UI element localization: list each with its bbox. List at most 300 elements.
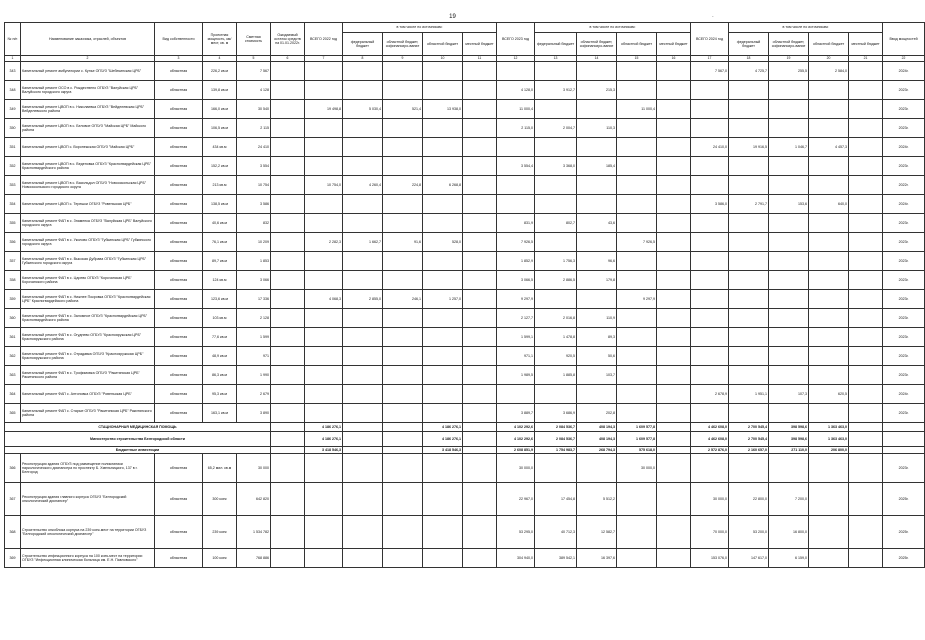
table-cell: 362 — [5, 347, 21, 366]
col-header: Ожидаемый остаток средств на 01.01.2022г. — [271, 23, 305, 56]
table-cell — [271, 516, 305, 549]
summary-cell: 206 800,0 — [809, 447, 849, 454]
summary-cell: 3 418 546,3 — [305, 447, 343, 454]
table-cell — [729, 119, 769, 138]
table-cell — [383, 62, 423, 81]
table-row — [5, 214, 925, 233]
table-cell: 22 800,0 — [729, 483, 769, 516]
table-cell — [657, 138, 691, 157]
table-cell — [343, 347, 383, 366]
table-cell: областная — [155, 271, 203, 290]
table-cell — [769, 252, 809, 271]
column-number: 6 — [271, 56, 305, 62]
table-cell — [809, 252, 849, 271]
table-cell: 40,6 кв.м — [203, 214, 237, 233]
table-cell — [423, 516, 463, 549]
table-cell — [423, 252, 463, 271]
table-cell — [271, 233, 305, 252]
summary-cell: 271 110,0 — [769, 447, 809, 454]
table-cell — [535, 176, 577, 195]
table-cell: областная — [155, 385, 203, 404]
table-cell: 16 397,6 — [577, 549, 617, 568]
table-cell — [657, 119, 691, 138]
table-cell — [729, 157, 769, 176]
table-cell: 2 128 — [237, 309, 271, 328]
table-cell: 831,9 — [497, 214, 535, 233]
table-cell — [343, 252, 383, 271]
table-cell — [617, 347, 657, 366]
table-cell: 10 209 — [237, 233, 271, 252]
table-cell: 4 128,0 — [497, 81, 535, 100]
table-cell — [617, 214, 657, 233]
table-cell — [809, 549, 849, 568]
table-cell — [617, 271, 657, 290]
table-cell: 77,6 кв.м — [203, 328, 237, 347]
table-cell — [849, 233, 883, 252]
table-cell: 224,8 — [383, 176, 423, 195]
table-cell: 357 — [5, 252, 21, 271]
table-cell — [657, 347, 691, 366]
table-cell — [769, 100, 809, 119]
table-cell: 91,6 — [383, 233, 423, 252]
table-row — [5, 119, 925, 138]
summary-row — [5, 423, 925, 432]
table-cell: 10 754 — [237, 176, 271, 195]
table-cell — [729, 252, 769, 271]
table-cell — [657, 366, 691, 385]
table-cell — [423, 119, 463, 138]
table-cell: 356 — [5, 233, 21, 252]
table-cell: областная — [155, 347, 203, 366]
column-number: 12 — [497, 56, 535, 62]
table-cell: 10 754,0 — [305, 176, 343, 195]
col-header: федеральный бюджет — [729, 33, 769, 56]
table-row — [5, 271, 925, 290]
table-cell — [849, 214, 883, 233]
table-cell: 3 686,9 — [535, 404, 577, 423]
table-cell — [729, 176, 769, 195]
table-cell — [729, 404, 769, 423]
table-cell: 153,6 — [769, 195, 809, 214]
table-cell — [729, 100, 769, 119]
table-cell — [657, 516, 691, 549]
table-cell — [617, 366, 657, 385]
table-cell — [849, 62, 883, 81]
table-cell: 76,1 кв.м — [203, 233, 237, 252]
table-cell: 9 297,9 — [497, 290, 535, 309]
summary-cell: 2 608 851,9 — [497, 447, 535, 454]
table-cell: 2023г. — [883, 157, 925, 176]
table-cell — [657, 62, 691, 81]
table-cell: 6 159,0 — [769, 549, 809, 568]
table-cell: 366 — [5, 454, 21, 483]
table-cell — [657, 549, 691, 568]
table-row — [5, 195, 925, 214]
table-cell: 351 — [5, 138, 21, 157]
table-cell: 369 — [5, 549, 21, 568]
table-cell — [729, 309, 769, 328]
summary-cell: 4 462 608,0 — [691, 432, 729, 447]
object-name-cell: Капитальный ремонт амбулатории с. Кунье ОГБУЗ "Шебекинская ЦРБ" — [21, 62, 155, 81]
header-row-top — [5, 23, 925, 33]
table-cell: 971,1 — [497, 347, 535, 366]
table-cell: 1 478,8 — [535, 328, 577, 347]
table-cell — [305, 62, 343, 81]
table-cell — [577, 233, 617, 252]
summary-cell: 398 598,6 — [769, 423, 809, 432]
table-row — [5, 81, 925, 100]
object-name-cell: Капитальный ремонт ФАП с. Антоновка ОГБУЗ "Ровеньская ЦРБ" — [21, 385, 155, 404]
table-cell — [343, 454, 383, 483]
table-cell — [729, 271, 769, 290]
table-cell: 103,7 — [577, 366, 617, 385]
table-cell — [423, 347, 463, 366]
table-cell: областная — [155, 233, 203, 252]
table-cell — [343, 271, 383, 290]
table-cell: 642 820 — [237, 483, 271, 516]
column-number: 21 — [849, 56, 883, 62]
table-cell — [271, 100, 305, 119]
table-cell — [343, 62, 383, 81]
summary-cell — [463, 432, 497, 447]
object-name-cell: Реконструкция здания ОГБУЗ под размещение поликлиники наркологического диспансера по проспекту Б. Хмельницкого, 137 в г. Белгород — [21, 454, 155, 483]
table-cell — [271, 404, 305, 423]
column-number: 8 — [343, 56, 383, 62]
table-cell: 353 — [5, 176, 21, 195]
table-cell: 3 066 — [237, 271, 271, 290]
table-cell — [305, 195, 343, 214]
table-cell — [657, 252, 691, 271]
table-cell: 1 990 — [237, 366, 271, 385]
summary-cell: 2 084 536,7 — [535, 423, 577, 432]
table-row — [5, 176, 925, 195]
summary-cell — [271, 423, 305, 432]
table-cell — [535, 385, 577, 404]
table-cell: 2024г. — [883, 138, 925, 157]
column-number: 16 — [657, 56, 691, 62]
summary-row — [5, 432, 925, 447]
table-cell: 7 200,0 — [769, 483, 809, 516]
object-name-cell: Капитальный ремонт ЦВОП в с. Веденовка ОГБУЗ "Красногвардейская ЦРБ" Красногвардейского района — [21, 157, 155, 176]
table-cell — [271, 347, 305, 366]
table-cell — [849, 290, 883, 309]
table-cell — [577, 195, 617, 214]
table-cell: 86,3 кв.м — [203, 366, 237, 385]
table-cell: 89,7 кв.м — [203, 252, 237, 271]
summary-cell: 4 186 276,1 — [423, 423, 463, 432]
table-cell — [657, 214, 691, 233]
table-cell: областная — [155, 328, 203, 347]
summary-cell — [883, 447, 925, 454]
table-cell: 5 512,2 — [577, 483, 617, 516]
table-cell — [577, 100, 617, 119]
table-row — [5, 328, 925, 347]
table-cell: 802,7 — [535, 214, 577, 233]
table-cell — [809, 157, 849, 176]
table-cell — [809, 176, 849, 195]
table-cell: 215,3 — [577, 81, 617, 100]
column-number: 13 — [535, 56, 577, 62]
table-cell: 255,5 — [769, 62, 809, 81]
table-cell — [535, 454, 577, 483]
table-cell: 2 016,8 — [535, 309, 577, 328]
table-cell — [809, 233, 849, 252]
table-cell — [463, 214, 497, 233]
table-cell: 920,5 — [535, 347, 577, 366]
table-cell — [769, 214, 809, 233]
table-cell: 30 000,0 — [497, 454, 535, 483]
summary-cell: 1 754 983,7 — [535, 447, 577, 454]
table-cell: 7 567,0 — [691, 62, 729, 81]
object-name-cell: Капитальный ремонт ФАП в с. Заломное ОГБУЗ "Красногвардейская ЦРБ" Красногвардейского района — [21, 309, 155, 328]
table-cell — [577, 62, 617, 81]
column-number: 7 — [305, 56, 343, 62]
table-cell: 7 926,5 — [497, 233, 535, 252]
table-cell — [423, 157, 463, 176]
table-cell — [271, 214, 305, 233]
table-cell — [535, 100, 577, 119]
table-cell: 246,1 — [383, 290, 423, 309]
table-cell — [423, 404, 463, 423]
table-cell — [657, 195, 691, 214]
table-cell — [271, 483, 305, 516]
table-cell: 123,6 кв.м — [203, 290, 237, 309]
table-cell: 53 295,0 — [497, 516, 535, 549]
table-cell: 48,9 кв.м — [203, 347, 237, 366]
col-header: областной бюджет, софинансиро-вание — [577, 33, 617, 56]
table-cell — [383, 81, 423, 100]
sources-header-2024: в том числе по источникам: — [729, 23, 883, 33]
table-cell: 153 076,0 — [691, 549, 729, 568]
table-cell: 19 916,5 — [729, 138, 769, 157]
summary-cell — [463, 423, 497, 432]
table-cell — [617, 81, 657, 100]
table-cell — [343, 157, 383, 176]
table-cell — [343, 81, 383, 100]
summary-cell — [343, 423, 383, 432]
table-cell — [809, 290, 849, 309]
table-cell: областная — [155, 309, 203, 328]
table-cell — [809, 483, 849, 516]
table-cell: областная — [155, 81, 203, 100]
object-name-cell: Капитальный ремонт ФАП в с. Царево ОГБУЗ "Корочанская ЦРБ" Корочанского района — [21, 271, 155, 290]
col-header: Вид собственности — [155, 23, 203, 56]
summary-cell — [383, 447, 423, 454]
table-body — [5, 62, 925, 568]
table-cell — [383, 157, 423, 176]
table-cell — [769, 454, 809, 483]
table-cell — [769, 347, 809, 366]
table-cell — [383, 195, 423, 214]
col-header: Сметная стоимость — [237, 23, 271, 56]
summary-cell: 1 363 463,0 — [809, 423, 849, 432]
table-cell: 100 коек — [203, 549, 237, 568]
table-cell: 1 951,1 — [729, 385, 769, 404]
table-cell: 213 кв.м — [203, 176, 237, 195]
table-cell: 2 886,5 — [535, 271, 577, 290]
table-cell: 1 853 — [237, 252, 271, 271]
table-cell: 2023г. — [883, 290, 925, 309]
summary-cell: 268 794,3 — [577, 447, 617, 454]
table-cell — [463, 157, 497, 176]
table-cell: 2024г. — [883, 195, 925, 214]
table-cell — [463, 549, 497, 568]
table-cell — [423, 81, 463, 100]
table-cell — [617, 252, 657, 271]
table-cell — [305, 404, 343, 423]
col-header: областной бюджет — [617, 33, 657, 56]
table-cell — [691, 271, 729, 290]
table-cell — [343, 483, 383, 516]
table-cell — [423, 195, 463, 214]
table-cell: 16 800,0 — [769, 516, 809, 549]
table-cell: областная — [155, 119, 203, 138]
object-name-cell: Капитальный ремонт ФАП в с. Нижнее Покровка ОГБУЗ "Красногвардейская ЦРБ" Красногвардейского района — [21, 290, 155, 309]
column-number: 19 — [769, 56, 809, 62]
table-row — [5, 385, 925, 404]
summary-cell — [463, 447, 497, 454]
table-cell: 3 368,0 — [535, 157, 577, 176]
table-cell — [809, 404, 849, 423]
table-cell — [729, 328, 769, 347]
table-cell — [849, 328, 883, 347]
table-cell — [849, 454, 883, 483]
table-cell: 3 586,0 — [691, 195, 729, 214]
table-cell — [463, 516, 497, 549]
table-cell — [305, 138, 343, 157]
summary-cell — [383, 432, 423, 447]
table-cell — [271, 309, 305, 328]
column-number: 3 — [155, 56, 203, 62]
table-cell — [809, 454, 849, 483]
table-cell: 3 554,4 — [497, 157, 535, 176]
table-cell — [849, 385, 883, 404]
summary-cell: 1 363 463,0 — [809, 432, 849, 447]
table-cell — [657, 233, 691, 252]
col-header: ВСЕГО 2022 год — [305, 23, 343, 56]
object-name-cell: Капитальный ремонт ЦВОП с. Воронежская ОГБУЗ "Майская ЦРБ" — [21, 138, 155, 157]
table-cell: 3 889,7 — [497, 404, 535, 423]
table-cell: 4 457,3 — [809, 138, 849, 157]
table-cell — [691, 366, 729, 385]
table-cell — [535, 138, 577, 157]
table-cell — [849, 119, 883, 138]
table-cell: 89,3 — [577, 328, 617, 347]
table-cell: 30 000,0 — [617, 454, 657, 483]
table-cell: 389 542,1 — [535, 549, 577, 568]
table-cell — [343, 516, 383, 549]
table-cell — [849, 549, 883, 568]
table-cell — [849, 404, 883, 423]
table-cell: 50,6 — [577, 347, 617, 366]
summary-cell — [383, 423, 423, 432]
table-cell: 2025г. — [883, 516, 925, 549]
summary-cell — [657, 447, 691, 454]
table-cell — [809, 214, 849, 233]
col-header: областной бюджет, софинансиро-вание — [383, 33, 423, 56]
table-cell — [343, 309, 383, 328]
table-cell: 3 554 — [237, 157, 271, 176]
table-cell — [271, 195, 305, 214]
table-cell — [691, 309, 729, 328]
table-cell — [271, 454, 305, 483]
table-cell — [271, 176, 305, 195]
table-cell — [463, 62, 497, 81]
table-cell — [849, 347, 883, 366]
table-cell — [809, 100, 849, 119]
table-cell — [849, 195, 883, 214]
sources-header-2023: в том числе по источникам: — [535, 23, 691, 33]
column-number: 11 — [463, 56, 497, 62]
table-cell: 5 030,4 — [343, 100, 383, 119]
table-cell — [769, 366, 809, 385]
table-row — [5, 157, 925, 176]
table-cell: областная — [155, 454, 203, 483]
table-cell — [577, 176, 617, 195]
summary-cell — [343, 432, 383, 447]
table-cell — [657, 385, 691, 404]
table-cell — [535, 62, 577, 81]
table-cell — [271, 62, 305, 81]
table-cell: 1 885,8 — [535, 366, 577, 385]
table-cell: областная — [155, 290, 203, 309]
table-cell — [497, 195, 535, 214]
table-cell — [849, 271, 883, 290]
summary-cell: 1 609 577,8 — [617, 432, 657, 447]
table-cell: 2023г. — [883, 233, 925, 252]
summary-cell — [657, 423, 691, 432]
summary-cell — [849, 423, 883, 432]
table-cell — [305, 252, 343, 271]
table-cell: 106,5 кв.м — [203, 119, 237, 138]
summary-cell — [271, 447, 305, 454]
table-cell: областная — [155, 100, 203, 119]
table-cell — [577, 138, 617, 157]
table-cell — [657, 290, 691, 309]
table-cell — [463, 347, 497, 366]
summary-cell: 2 572 876,0 — [691, 447, 729, 454]
table-cell — [383, 385, 423, 404]
column-number: 20 — [809, 56, 849, 62]
summary-row — [5, 447, 925, 454]
table-cell — [729, 81, 769, 100]
table-cell — [809, 271, 849, 290]
col-header: областной бюджет — [809, 33, 849, 56]
table-cell — [423, 271, 463, 290]
table-cell: 349 — [5, 100, 21, 119]
summary-cell: 2 160 657,0 — [729, 447, 769, 454]
table-cell — [617, 516, 657, 549]
table-cell: 358 — [5, 271, 21, 290]
table-cell — [769, 404, 809, 423]
table-cell — [577, 454, 617, 483]
table-cell — [691, 404, 729, 423]
table-cell: 352 — [5, 157, 21, 176]
table-cell: областная — [155, 549, 203, 568]
table-cell — [423, 454, 463, 483]
table-cell: 300 коек — [203, 483, 237, 516]
table-cell — [383, 549, 423, 568]
table-cell: 163,1 кв.м — [203, 404, 237, 423]
table-cell — [271, 81, 305, 100]
table-cell — [691, 119, 729, 138]
table-cell — [383, 366, 423, 385]
sources-header-2022: в том числе по источникам: — [343, 23, 497, 33]
table-cell — [497, 176, 535, 195]
table-cell — [809, 309, 849, 328]
table-cell: 9 297,9 — [617, 290, 657, 309]
table-cell — [617, 138, 657, 157]
